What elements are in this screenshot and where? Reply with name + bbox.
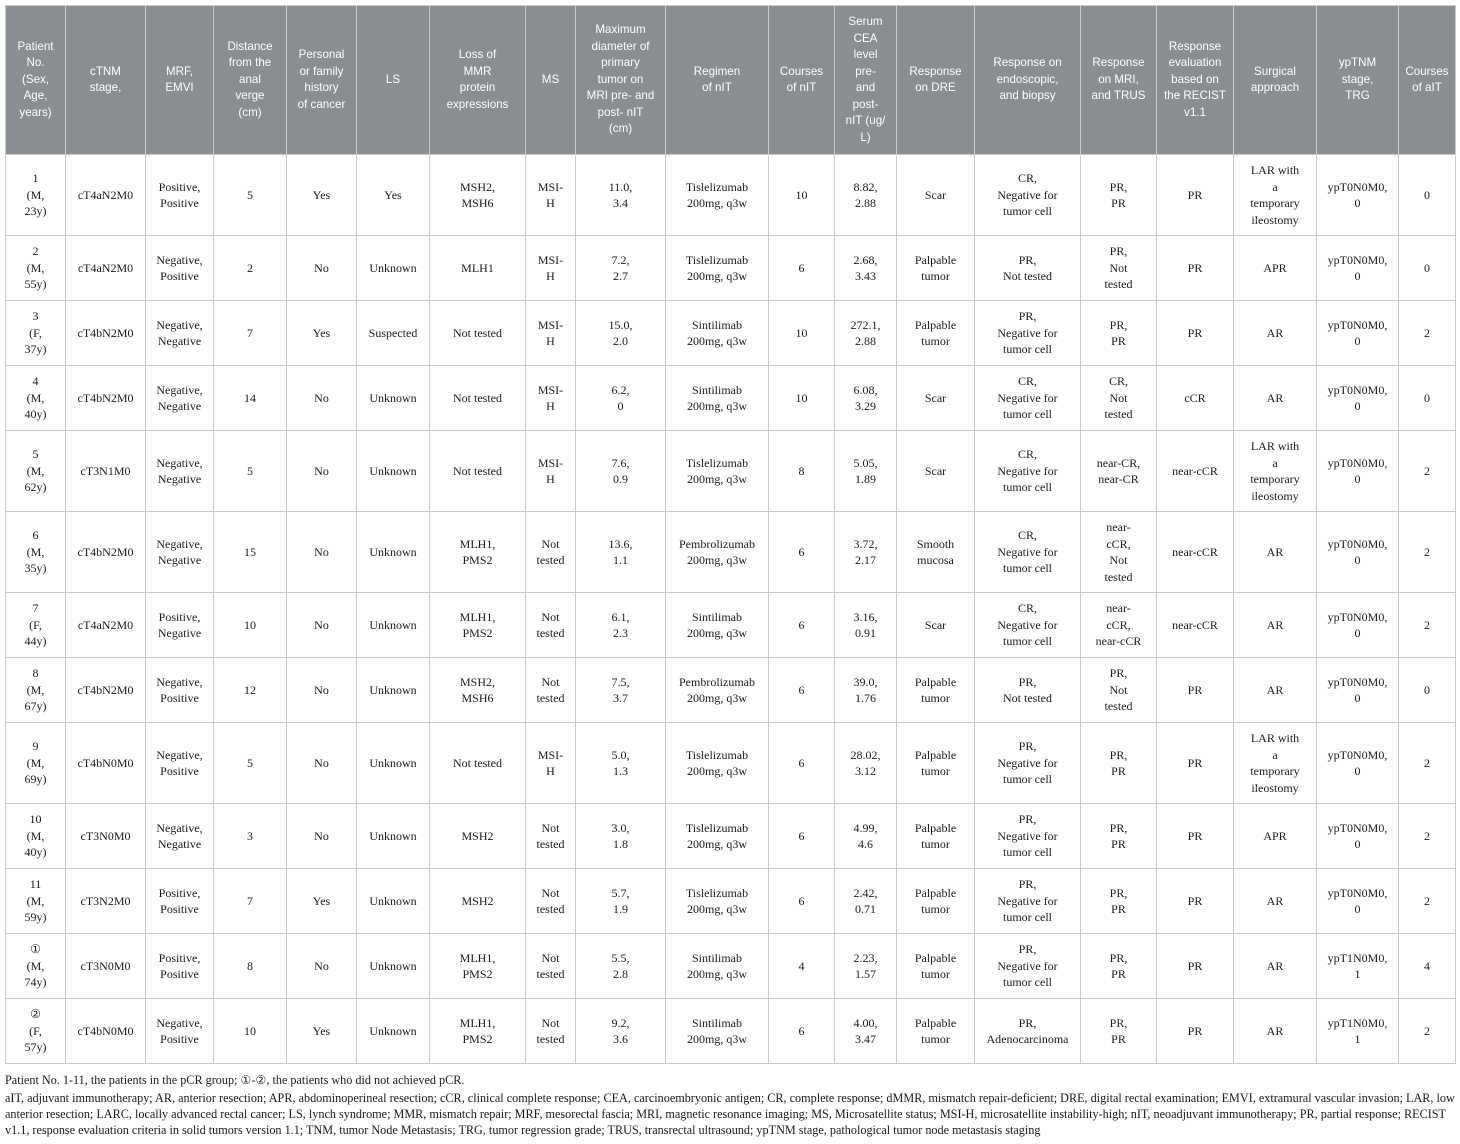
- column-header-ls: LS: [357, 6, 430, 155]
- cell-yptnm-trg: ypT1N0M0, 1: [1317, 934, 1399, 999]
- column-header-ms: MS: [526, 6, 576, 155]
- cell-response-recist: PR: [1157, 236, 1234, 301]
- cell-mrf-emvi: Negative, Positive: [146, 236, 214, 301]
- table-row: [6, 658, 1456, 723]
- cell-ms: Not tested: [526, 999, 576, 1064]
- cell-response-dre: Palpable tumor: [897, 236, 975, 301]
- cell-max-diameter: 6.2, 0: [576, 366, 666, 431]
- cell-serum-cea: 2.23, 1.57: [835, 934, 897, 999]
- cell-mmr-loss: Not tested: [430, 301, 526, 366]
- cell-regimen-nit: Tislelizumab 200mg, q3w: [666, 431, 769, 512]
- cell-max-diameter: 5.7, 1.9: [576, 869, 666, 934]
- column-header-regimen-nit: Regimen of nIT: [666, 6, 769, 155]
- cell-surgical-approach: AR: [1234, 999, 1317, 1064]
- cell-cancer-history: Yes: [287, 999, 357, 1064]
- cell-response-endoscopic: CR, Negative for tumor cell: [975, 512, 1081, 593]
- cell-response-endoscopic: CR, Negative for tumor cell: [975, 366, 1081, 431]
- table-body: [6, 155, 1456, 1064]
- cell-patient-no: 3 (F, 37y): [6, 301, 66, 366]
- cell-regimen-nit: Sintilimab 200mg, q3w: [666, 934, 769, 999]
- cell-courses-ait: 2: [1399, 999, 1456, 1064]
- cell-response-recist: cCR: [1157, 366, 1234, 431]
- cell-serum-cea: 5.05, 1.89: [835, 431, 897, 512]
- table-row: [6, 155, 1456, 236]
- cell-ls: Unknown: [357, 236, 430, 301]
- cell-regimen-nit: Tislelizumab 200mg, q3w: [666, 723, 769, 804]
- cell-courses-nit: 6: [769, 804, 835, 869]
- cell-response-dre: Scar: [897, 593, 975, 658]
- patient-table-container: [5, 5, 1455, 1064]
- cell-response-recist: near-cCR: [1157, 593, 1234, 658]
- column-header-surgical-approach: Surgical approach: [1234, 6, 1317, 155]
- cell-ctnm-stage: cT4bN2M0: [66, 658, 146, 723]
- cell-response-recist: PR: [1157, 999, 1234, 1064]
- cell-ctnm-stage: cT3N1M0: [66, 431, 146, 512]
- cell-surgical-approach: AR: [1234, 934, 1317, 999]
- patient-characteristics-table: [5, 5, 1456, 1064]
- cell-response-endoscopic: PR, Adenocarcinoma: [975, 999, 1081, 1064]
- cell-ctnm-stage: cT3N2M0: [66, 869, 146, 934]
- cell-regimen-nit: Sintilimab 200mg, q3w: [666, 999, 769, 1064]
- cell-mmr-loss: MSH2: [430, 869, 526, 934]
- cell-patient-no: 1 (M, 23y): [6, 155, 66, 236]
- cell-distance-anal-verge: 5: [214, 723, 287, 804]
- cell-distance-anal-verge: 7: [214, 869, 287, 934]
- cell-mrf-emvi: Negative, Negative: [146, 431, 214, 512]
- cell-ctnm-stage: cT3N0M0: [66, 934, 146, 999]
- cell-response-endoscopic: PR, Not tested: [975, 236, 1081, 301]
- cell-courses-nit: 6: [769, 658, 835, 723]
- cell-serum-cea: 8.82, 2.88: [835, 155, 897, 236]
- cell-mmr-loss: MLH1: [430, 236, 526, 301]
- cell-ctnm-stage: cT4aN2M0: [66, 236, 146, 301]
- cell-response-dre: Smooth mucosa: [897, 512, 975, 593]
- cell-distance-anal-verge: 2: [214, 236, 287, 301]
- cell-cancer-history: No: [287, 804, 357, 869]
- cell-patient-no: 11 (M, 59y): [6, 869, 66, 934]
- cell-response-endoscopic: PR, Negative for tumor cell: [975, 934, 1081, 999]
- cell-yptnm-trg: ypT0N0M0, 0: [1317, 155, 1399, 236]
- cell-max-diameter: 7.5, 3.7: [576, 658, 666, 723]
- cell-response-mri-trus: PR, PR: [1081, 934, 1157, 999]
- cell-mmr-loss: MSH2: [430, 804, 526, 869]
- cell-ls: Unknown: [357, 869, 430, 934]
- cell-cancer-history: No: [287, 366, 357, 431]
- cell-response-endoscopic: PR, Negative for tumor cell: [975, 804, 1081, 869]
- cell-courses-ait: 2: [1399, 804, 1456, 869]
- cell-mrf-emvi: Negative, Negative: [146, 366, 214, 431]
- cell-ls: Unknown: [357, 934, 430, 999]
- cell-courses-nit: 10: [769, 366, 835, 431]
- cell-cancer-history: Yes: [287, 155, 357, 236]
- cell-response-mri-trus: PR, Not tested: [1081, 658, 1157, 723]
- cell-response-recist: PR: [1157, 301, 1234, 366]
- table-row: [6, 431, 1456, 512]
- cell-surgical-approach: AR: [1234, 593, 1317, 658]
- table-header: [6, 6, 1456, 155]
- cell-surgical-approach: AR: [1234, 658, 1317, 723]
- cell-response-recist: near-cCR: [1157, 512, 1234, 593]
- cell-patient-no: 9 (M, 69y): [6, 723, 66, 804]
- cell-patient-no: 4 (M, 40y): [6, 366, 66, 431]
- cell-distance-anal-verge: 7: [214, 301, 287, 366]
- cell-response-mri-trus: PR, PR: [1081, 723, 1157, 804]
- column-header-response-endoscopic: Response on endoscopic, and biopsy: [975, 6, 1081, 155]
- cell-max-diameter: 5.0, 1.3: [576, 723, 666, 804]
- cell-ctnm-stage: cT4bN0M0: [66, 723, 146, 804]
- cell-regimen-nit: Tislelizumab 200mg, q3w: [666, 804, 769, 869]
- cell-serum-cea: 2.68, 3.43: [835, 236, 897, 301]
- cell-serum-cea: 3.16, 0.91: [835, 593, 897, 658]
- cell-distance-anal-verge: 5: [214, 155, 287, 236]
- cell-response-mri-trus: PR, PR: [1081, 804, 1157, 869]
- cell-yptnm-trg: ypT0N0M0, 0: [1317, 301, 1399, 366]
- cell-cancer-history: No: [287, 236, 357, 301]
- cell-response-dre: Scar: [897, 366, 975, 431]
- column-header-response-mri-trus: Response on MRI, and TRUS: [1081, 6, 1157, 155]
- cell-ms: MSI- H: [526, 301, 576, 366]
- cell-yptnm-trg: ypT0N0M0, 0: [1317, 366, 1399, 431]
- table-row: [6, 512, 1456, 593]
- cell-ls: Yes: [357, 155, 430, 236]
- cell-yptnm-trg: ypT0N0M0, 0: [1317, 236, 1399, 301]
- cell-mmr-loss: MSH2, MSH6: [430, 155, 526, 236]
- cell-regimen-nit: Tislelizumab 200mg, q3w: [666, 155, 769, 236]
- cell-ms: Not tested: [526, 512, 576, 593]
- cell-regimen-nit: Sintilimab 200mg, q3w: [666, 366, 769, 431]
- table-row: [6, 723, 1456, 804]
- cell-response-mri-trus: PR, Not tested: [1081, 236, 1157, 301]
- cell-ls: Unknown: [357, 366, 430, 431]
- cell-mrf-emvi: Positive, Positive: [146, 934, 214, 999]
- cell-surgical-approach: LAR with a temporary ileostomy: [1234, 431, 1317, 512]
- cell-surgical-approach: AR: [1234, 366, 1317, 431]
- cell-yptnm-trg: ypT0N0M0, 0: [1317, 512, 1399, 593]
- cell-response-recist: PR: [1157, 804, 1234, 869]
- cell-ctnm-stage: cT4bN2M0: [66, 512, 146, 593]
- column-header-cancer-history: Personal or family history of cancer: [287, 6, 357, 155]
- cell-mmr-loss: MLH1, PMS2: [430, 593, 526, 658]
- cell-distance-anal-verge: 8: [214, 934, 287, 999]
- column-header-response-recist: Response evaluation based on the RECIST v1.1: [1157, 6, 1234, 155]
- cell-mmr-loss: Not tested: [430, 723, 526, 804]
- cell-max-diameter: 6.1, 2.3: [576, 593, 666, 658]
- cell-response-mri-trus: CR, Not tested: [1081, 366, 1157, 431]
- cell-serum-cea: 6.08, 3.29: [835, 366, 897, 431]
- cell-cancer-history: Yes: [287, 869, 357, 934]
- cell-ms: Not tested: [526, 804, 576, 869]
- cell-distance-anal-verge: 10: [214, 593, 287, 658]
- cell-ms: MSI- H: [526, 236, 576, 301]
- cell-patient-no: ① (M, 74y): [6, 934, 66, 999]
- cell-mrf-emvi: Negative, Negative: [146, 512, 214, 593]
- cell-yptnm-trg: ypT0N0M0, 0: [1317, 658, 1399, 723]
- cell-response-recist: PR: [1157, 869, 1234, 934]
- cell-cancer-history: No: [287, 512, 357, 593]
- table-row: [6, 999, 1456, 1064]
- cell-courses-ait: 4: [1399, 934, 1456, 999]
- column-header-distance-anal-verge: Distance from the anal verge (cm): [214, 6, 287, 155]
- cell-max-diameter: 13.6, 1.1: [576, 512, 666, 593]
- cell-yptnm-trg: ypT1N0M0, 1: [1317, 999, 1399, 1064]
- cell-patient-no: ② (F, 57y): [6, 999, 66, 1064]
- cell-courses-ait: 2: [1399, 593, 1456, 658]
- cell-ms: Not tested: [526, 593, 576, 658]
- cell-ctnm-stage: cT3N0M0: [66, 804, 146, 869]
- column-header-courses-ait: Courses of aIT: [1399, 6, 1456, 155]
- cell-courses-nit: 6: [769, 999, 835, 1064]
- table-header-row: [6, 6, 1456, 155]
- footnote-patient-groups: Patient No. 1-11, the patients in the pCR group; ①-②, the patients who did not achieved pCR.: [5, 1073, 465, 1087]
- cell-mrf-emvi: Negative, Positive: [146, 658, 214, 723]
- cell-yptnm-trg: ypT0N0M0, 0: [1317, 723, 1399, 804]
- table-row: [6, 934, 1456, 999]
- footnote-abbreviations: aIT, adjuvant immunotherapy; AR, anterior resection; APR, abdominoperineal resection; cCR, clinical complete response; CEA, carcinoembryonic antigen; CR, complete response; dMMR, mismatch repair-deficient; DRE, digital rectal examination; EMVI, extramural vascular invasion; LAR, low anterior resection; LARC, locally advanced rectal cancer; LS, lynch syndrome; MMR, mismatch repair; MRF, mesorectal fascia; MRI, magnetic resonance imaging; MS, Microsatellite status; MSI-H, microsatellite instability-high; nIT, neoadjuvant immunotherapy; PR, partial response; RECIST v1.1, response evaluation criteria in solid tumors version 1.1; TNM, tumor Node Metastasis; TRG, tumor regression grade; TRUS, transrectal ultrasound; ypTNM stage, pathological tumor node metastasis staging: [5, 1091, 1455, 1138]
- cell-response-dre: Palpable tumor: [897, 301, 975, 366]
- table-row: [6, 366, 1456, 431]
- cell-ms: MSI- H: [526, 723, 576, 804]
- cell-mrf-emvi: Positive, Positive: [146, 869, 214, 934]
- cell-max-diameter: 11.0, 3.4: [576, 155, 666, 236]
- cell-regimen-nit: Pembrolizumab 200mg, q3w: [666, 658, 769, 723]
- cell-serum-cea: 4.99, 4.6: [835, 804, 897, 869]
- cell-courses-ait: 2: [1399, 431, 1456, 512]
- cell-ctnm-stage: cT4aN2M0: [66, 155, 146, 236]
- table-row: [6, 593, 1456, 658]
- cell-response-endoscopic: CR, Negative for tumor cell: [975, 593, 1081, 658]
- cell-serum-cea: 2.42, 0.71: [835, 869, 897, 934]
- cell-courses-ait: 0: [1399, 155, 1456, 236]
- cell-patient-no: 8 (M, 67y): [6, 658, 66, 723]
- cell-mmr-loss: Not tested: [430, 431, 526, 512]
- cell-ms: Not tested: [526, 658, 576, 723]
- cell-response-dre: Palpable tumor: [897, 999, 975, 1064]
- cell-response-dre: Palpable tumor: [897, 658, 975, 723]
- cell-mrf-emvi: Negative, Positive: [146, 999, 214, 1064]
- cell-response-mri-trus: near- cCR, Not tested: [1081, 512, 1157, 593]
- cell-regimen-nit: Sintilimab 200mg, q3w: [666, 593, 769, 658]
- table-row: [6, 236, 1456, 301]
- cell-regimen-nit: Tislelizumab 200mg, q3w: [666, 869, 769, 934]
- table-row: [6, 804, 1456, 869]
- cell-response-mri-trus: PR, PR: [1081, 301, 1157, 366]
- cell-max-diameter: 5.5, 2.8: [576, 934, 666, 999]
- column-header-yptnm-trg: ypTNM stage, TRG: [1317, 6, 1399, 155]
- cell-response-dre: Scar: [897, 431, 975, 512]
- cell-patient-no: 6 (M, 35y): [6, 512, 66, 593]
- cell-response-dre: Palpable tumor: [897, 934, 975, 999]
- cell-ms: MSI- H: [526, 431, 576, 512]
- cell-serum-cea: 4.00, 3.47: [835, 999, 897, 1064]
- cell-cancer-history: Yes: [287, 301, 357, 366]
- cell-cancer-history: No: [287, 723, 357, 804]
- cell-courses-ait: 2: [1399, 869, 1456, 934]
- cell-response-mri-trus: PR, PR: [1081, 155, 1157, 236]
- cell-max-diameter: 3.0, 1.8: [576, 804, 666, 869]
- cell-ls: Suspected: [357, 301, 430, 366]
- cell-ms: MSI- H: [526, 366, 576, 431]
- column-header-ctnm-stage: cTNM stage,: [66, 6, 146, 155]
- cell-response-endoscopic: PR, Negative for tumor cell: [975, 723, 1081, 804]
- cell-mrf-emvi: Positive, Positive: [146, 155, 214, 236]
- cell-courses-nit: 10: [769, 301, 835, 366]
- cell-response-mri-trus: near-CR, near-CR: [1081, 431, 1157, 512]
- cell-courses-nit: 4: [769, 934, 835, 999]
- cell-cancer-history: No: [287, 658, 357, 723]
- cell-patient-no: 5 (M, 62y): [6, 431, 66, 512]
- cell-surgical-approach: AR: [1234, 512, 1317, 593]
- cell-courses-ait: 2: [1399, 301, 1456, 366]
- cell-yptnm-trg: ypT0N0M0, 0: [1317, 869, 1399, 934]
- cell-mmr-loss: MSH2, MSH6: [430, 658, 526, 723]
- cell-regimen-nit: Sintilimab 200mg, q3w: [666, 301, 769, 366]
- cell-max-diameter: 7.2, 2.7: [576, 236, 666, 301]
- cell-ls: Unknown: [357, 593, 430, 658]
- cell-ms: MSI- H: [526, 155, 576, 236]
- cell-serum-cea: 39.0, 1.76: [835, 658, 897, 723]
- cell-distance-anal-verge: 15: [214, 512, 287, 593]
- cell-ls: Unknown: [357, 999, 430, 1064]
- cell-mrf-emvi: Negative, Positive: [146, 723, 214, 804]
- cell-response-mri-trus: PR, PR: [1081, 869, 1157, 934]
- cell-distance-anal-verge: 3: [214, 804, 287, 869]
- cell-courses-ait: 2: [1399, 512, 1456, 593]
- cell-courses-ait: 2: [1399, 723, 1456, 804]
- cell-serum-cea: 272.1, 2.88: [835, 301, 897, 366]
- cell-ctnm-stage: cT4bN2M0: [66, 301, 146, 366]
- cell-courses-ait: 0: [1399, 658, 1456, 723]
- cell-response-recist: PR: [1157, 155, 1234, 236]
- cell-ls: Unknown: [357, 512, 430, 593]
- cell-response-endoscopic: PR, Not tested: [975, 658, 1081, 723]
- column-header-serum-cea: Serum CEA level pre- and post- nIT (ug/ L): [835, 6, 897, 155]
- table-row: [6, 869, 1456, 934]
- cell-cancer-history: No: [287, 431, 357, 512]
- cell-serum-cea: 3.72, 2.17: [835, 512, 897, 593]
- cell-response-mri-trus: PR, PR: [1081, 999, 1157, 1064]
- cell-response-recist: near-cCR: [1157, 431, 1234, 512]
- cell-courses-nit: 6: [769, 593, 835, 658]
- cell-cancer-history: No: [287, 593, 357, 658]
- column-header-courses-nit: Courses of nIT: [769, 6, 835, 155]
- cell-response-endoscopic: CR, Negative for tumor cell: [975, 431, 1081, 512]
- cell-regimen-nit: Tislelizumab 200mg, q3w: [666, 236, 769, 301]
- cell-response-endoscopic: PR, Negative for tumor cell: [975, 301, 1081, 366]
- cell-mrf-emvi: Positive, Negative: [146, 593, 214, 658]
- cell-response-dre: Scar: [897, 155, 975, 236]
- cell-patient-no: 10 (M, 40y): [6, 804, 66, 869]
- cell-serum-cea: 28.02, 3.12: [835, 723, 897, 804]
- column-header-patient-no: Patient No. (Sex, Age, years): [6, 6, 66, 155]
- cell-surgical-approach: APR: [1234, 236, 1317, 301]
- cell-response-recist: PR: [1157, 723, 1234, 804]
- cell-response-endoscopic: PR, Negative for tumor cell: [975, 869, 1081, 934]
- cell-mmr-loss: MLH1, PMS2: [430, 934, 526, 999]
- cell-response-mri-trus: near- cCR, near-cCR: [1081, 593, 1157, 658]
- cell-response-dre: Palpable tumor: [897, 869, 975, 934]
- cell-ctnm-stage: cT4bN2M0: [66, 366, 146, 431]
- table-row: [6, 301, 1456, 366]
- cell-mrf-emvi: Negative, Negative: [146, 804, 214, 869]
- cell-courses-ait: 0: [1399, 236, 1456, 301]
- cell-max-diameter: 9.2, 3.6: [576, 999, 666, 1064]
- cell-ctnm-stage: cT4aN2M0: [66, 593, 146, 658]
- cell-max-diameter: 15.0, 2.0: [576, 301, 666, 366]
- cell-ls: Unknown: [357, 804, 430, 869]
- cell-surgical-approach: AR: [1234, 869, 1317, 934]
- cell-surgical-approach: LAR with a temporary ileostomy: [1234, 723, 1317, 804]
- column-header-mrf-emvi: MRF, EMVI: [146, 6, 214, 155]
- cell-response-dre: Palpable tumor: [897, 804, 975, 869]
- column-header-max-diameter: Maximum diameter of primary tumor on MRI pre- and post- nIT (cm): [576, 6, 666, 155]
- cell-max-diameter: 7.6, 0.9: [576, 431, 666, 512]
- cell-yptnm-trg: ypT0N0M0, 0: [1317, 804, 1399, 869]
- column-header-response-dre: Response on DRE: [897, 6, 975, 155]
- cell-courses-nit: 10: [769, 155, 835, 236]
- cell-distance-anal-verge: 10: [214, 999, 287, 1064]
- cell-response-endoscopic: CR, Negative for tumor cell: [975, 155, 1081, 236]
- cell-surgical-approach: APR: [1234, 804, 1317, 869]
- cell-ls: Unknown: [357, 723, 430, 804]
- cell-mmr-loss: Not tested: [430, 366, 526, 431]
- column-header-mmr-loss: Loss of MMR protein expressions: [430, 6, 526, 155]
- cell-regimen-nit: Pembrolizumab 200mg, q3w: [666, 512, 769, 593]
- cell-mmr-loss: MLH1, PMS2: [430, 512, 526, 593]
- cell-patient-no: 7 (F, 44y): [6, 593, 66, 658]
- cell-mrf-emvi: Negative, Negative: [146, 301, 214, 366]
- cell-courses-nit: 8: [769, 431, 835, 512]
- cell-cancer-history: No: [287, 934, 357, 999]
- cell-response-recist: PR: [1157, 934, 1234, 999]
- cell-distance-anal-verge: 12: [214, 658, 287, 723]
- cell-distance-anal-verge: 5: [214, 431, 287, 512]
- cell-patient-no: 2 (M, 55y): [6, 236, 66, 301]
- cell-ctnm-stage: cT4bN0M0: [66, 999, 146, 1064]
- cell-surgical-approach: AR: [1234, 301, 1317, 366]
- cell-courses-ait: 0: [1399, 366, 1456, 431]
- cell-yptnm-trg: ypT0N0M0, 0: [1317, 431, 1399, 512]
- cell-mmr-loss: MLH1, PMS2: [430, 999, 526, 1064]
- cell-ls: Unknown: [357, 431, 430, 512]
- cell-distance-anal-verge: 14: [214, 366, 287, 431]
- cell-courses-nit: 6: [769, 512, 835, 593]
- cell-courses-nit: 6: [769, 869, 835, 934]
- cell-ls: Unknown: [357, 658, 430, 723]
- cell-response-dre: Palpable tumor: [897, 723, 975, 804]
- cell-response-recist: PR: [1157, 658, 1234, 723]
- cell-courses-nit: 6: [769, 723, 835, 804]
- cell-ms: Not tested: [526, 869, 576, 934]
- cell-yptnm-trg: ypT0N0M0, 0: [1317, 593, 1399, 658]
- cell-courses-nit: 6: [769, 236, 835, 301]
- cell-ms: Not tested: [526, 934, 576, 999]
- cell-surgical-approach: LAR with a temporary ileostomy: [1234, 155, 1317, 236]
